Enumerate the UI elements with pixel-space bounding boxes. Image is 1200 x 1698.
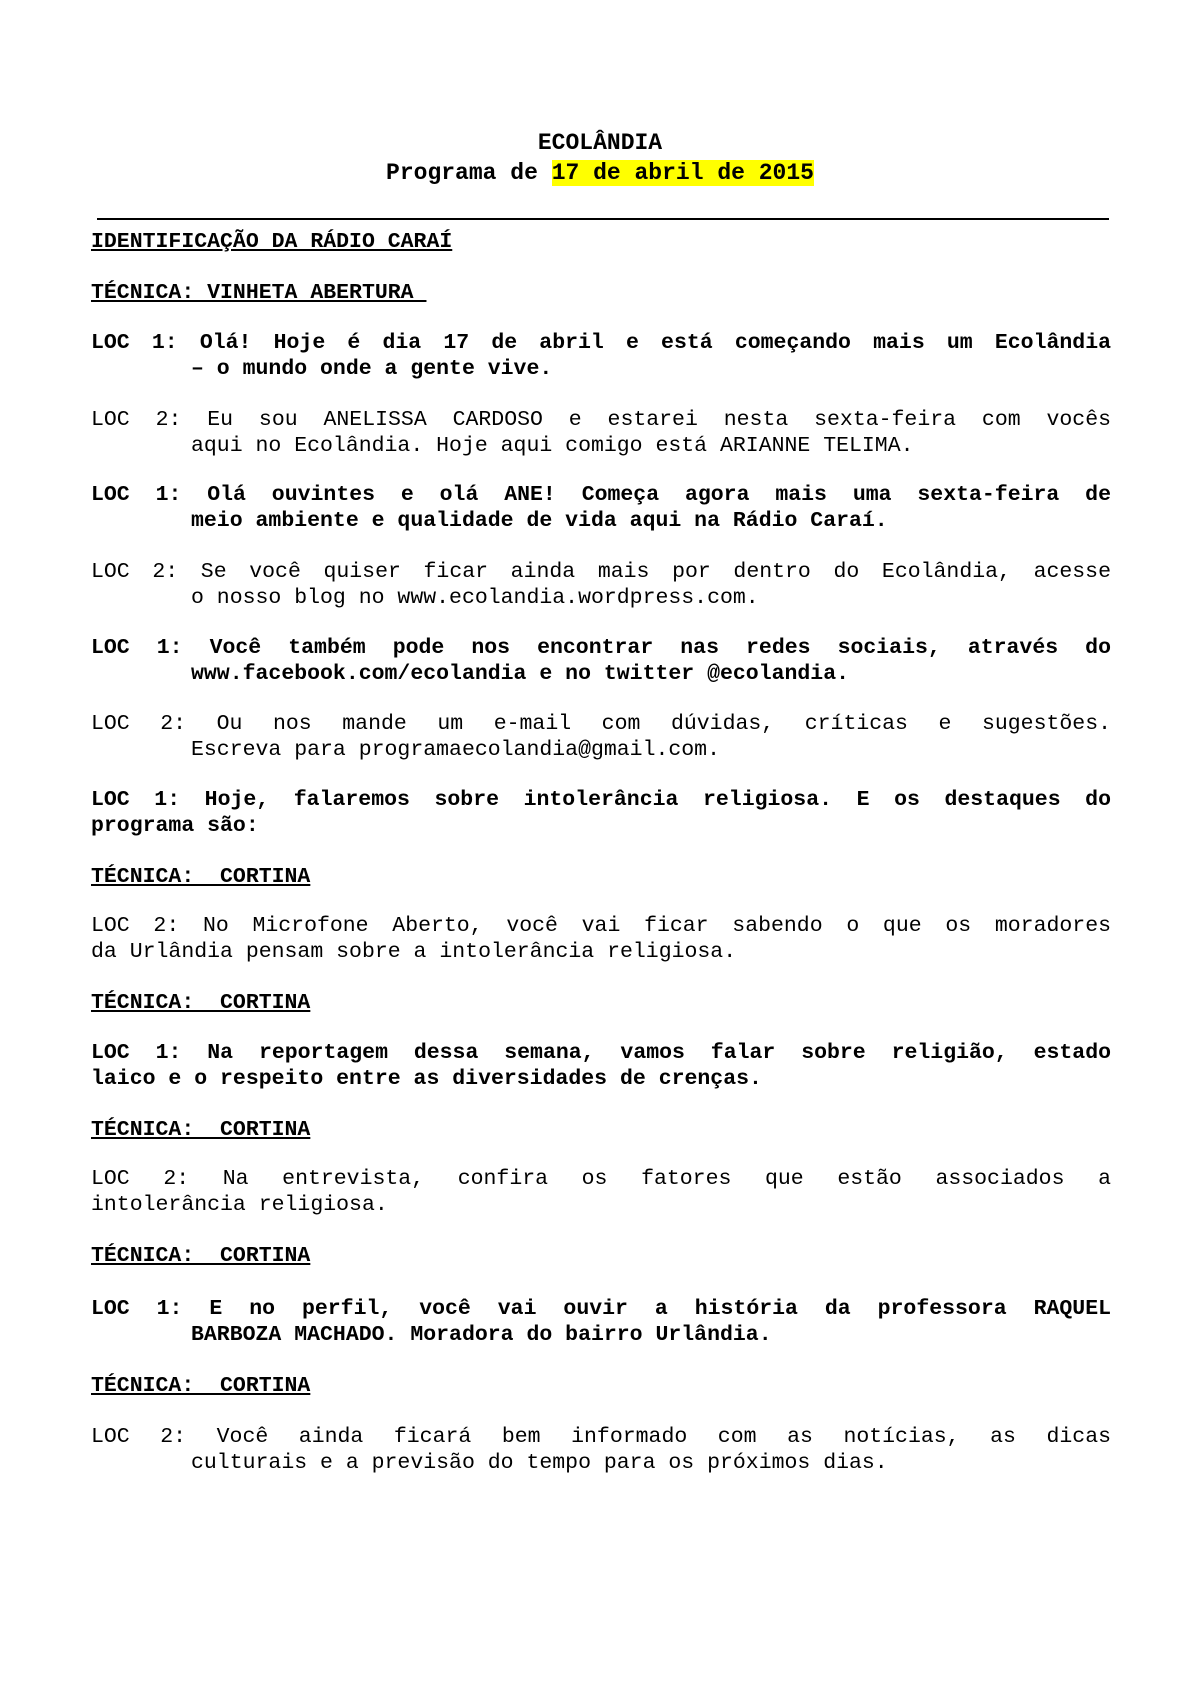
loc1-line-9a: LOC 1: Na reportagem dessa semana, vamos falar sobre religião, estado — [91, 1041, 1111, 1065]
loc1-line-5a: LOC 1: Você também pode nos encontrar nas redes sociais, através do — [91, 636, 1111, 660]
loc2-line-10a: LOC 2: Na entrevista, confira os fatores que estão associados a — [91, 1167, 1111, 1191]
tecnica-cortina: TÉCNICA: CORTINA — [91, 1374, 311, 1398]
loc2-line-4b: o nosso blog no www.ecolandia.wordpress.com. — [191, 586, 759, 610]
tecnica-vinheta-abertura: TÉCNICA: VINHETA ABERTURA — [91, 281, 427, 305]
loc2-line-12b: culturais e a previsão do tempo para os próximos dias. — [191, 1451, 888, 1475]
loc1-line-7b: programa são: — [91, 814, 259, 838]
loc1-line-1a: LOC 1: Olá! Hoje é dia 17 de abril e está começando mais um Ecolândia — [91, 331, 1111, 355]
loc2-line-2a: LOC 2: Eu sou ANELISSA CARDOSO e estarei nesta sexta-feira com vocês — [91, 408, 1111, 432]
header-divider — [97, 218, 1109, 220]
loc1-line-7a: LOC 1: Hoje, falaremos sobre intolerância religiosa. E os destaques do — [91, 788, 1111, 812]
tecnica-cortina: TÉCNICA: CORTINA — [91, 865, 311, 889]
loc1-line-11a: LOC 1: E no perfil, você vai ouvir a história da professora RAQUEL — [91, 1297, 1111, 1321]
tecnica-cortina: TÉCNICA: CORTINA — [91, 1244, 311, 1268]
station-identification-heading: IDENTIFICAÇÃO DA RÁDIO CARAÍ — [91, 230, 453, 254]
loc1-line-3a: LOC 1: Olá ouvintes e olá ANE! Começa agora mais uma sexta-feira de — [91, 483, 1111, 507]
tecnica-cortina: TÉCNICA: CORTINA — [91, 1118, 311, 1142]
loc2-line-12a: LOC 2: Você ainda ficará bem informado com as notícias, as dicas — [91, 1425, 1111, 1449]
loc2-line-8a: LOC 2: No Microfone Aberto, você vai ficar sabendo o que os moradores — [91, 914, 1111, 938]
program-date-highlight: 17 de abril de 2015 — [551, 160, 814, 186]
loc2-line-8b: da Urlândia pensam sobre a intolerância religiosa. — [91, 940, 737, 964]
tecnica-cortina: TÉCNICA: CORTINA — [91, 991, 311, 1015]
loc2-line-6b: Escreva para programaecolandia@gmail.com. — [191, 738, 720, 762]
loc1-line-11b: BARBOZA MACHADO. Moradora do bairro Urlândia. — [191, 1323, 772, 1347]
loc1-line-3b: meio ambiente e qualidade de vida aqui na Rádio Caraí. — [191, 509, 888, 533]
loc1-line-9b: laico e o respeito entre as diversidades de crenças. — [91, 1067, 762, 1091]
program-date-line — [0, 158, 1200, 188]
loc2-line-6a: LOC 2: Ou nos mande um e-mail com dúvidas, críticas e sugestões. — [91, 712, 1111, 736]
loc2-line-10b: intolerância religiosa. — [91, 1193, 388, 1217]
loc2-line-4a: LOC 2: Se você quiser ficar ainda mais por dentro do Ecolândia, acesse — [91, 560, 1111, 584]
loc1-line-1b: – o mundo onde a gente vive. — [191, 357, 553, 381]
program-date-prefix: Programa de — [386, 160, 552, 186]
loc1-line-5b: www.facebook.com/ecolandia e no twitter @ecolandia. — [191, 662, 850, 686]
page-title: ECOLÂNDIA — [537, 130, 663, 156]
loc2-line-2b: aqui no Ecolândia. Hoje aqui comigo está ARIANNE TELIMA. — [191, 434, 914, 458]
